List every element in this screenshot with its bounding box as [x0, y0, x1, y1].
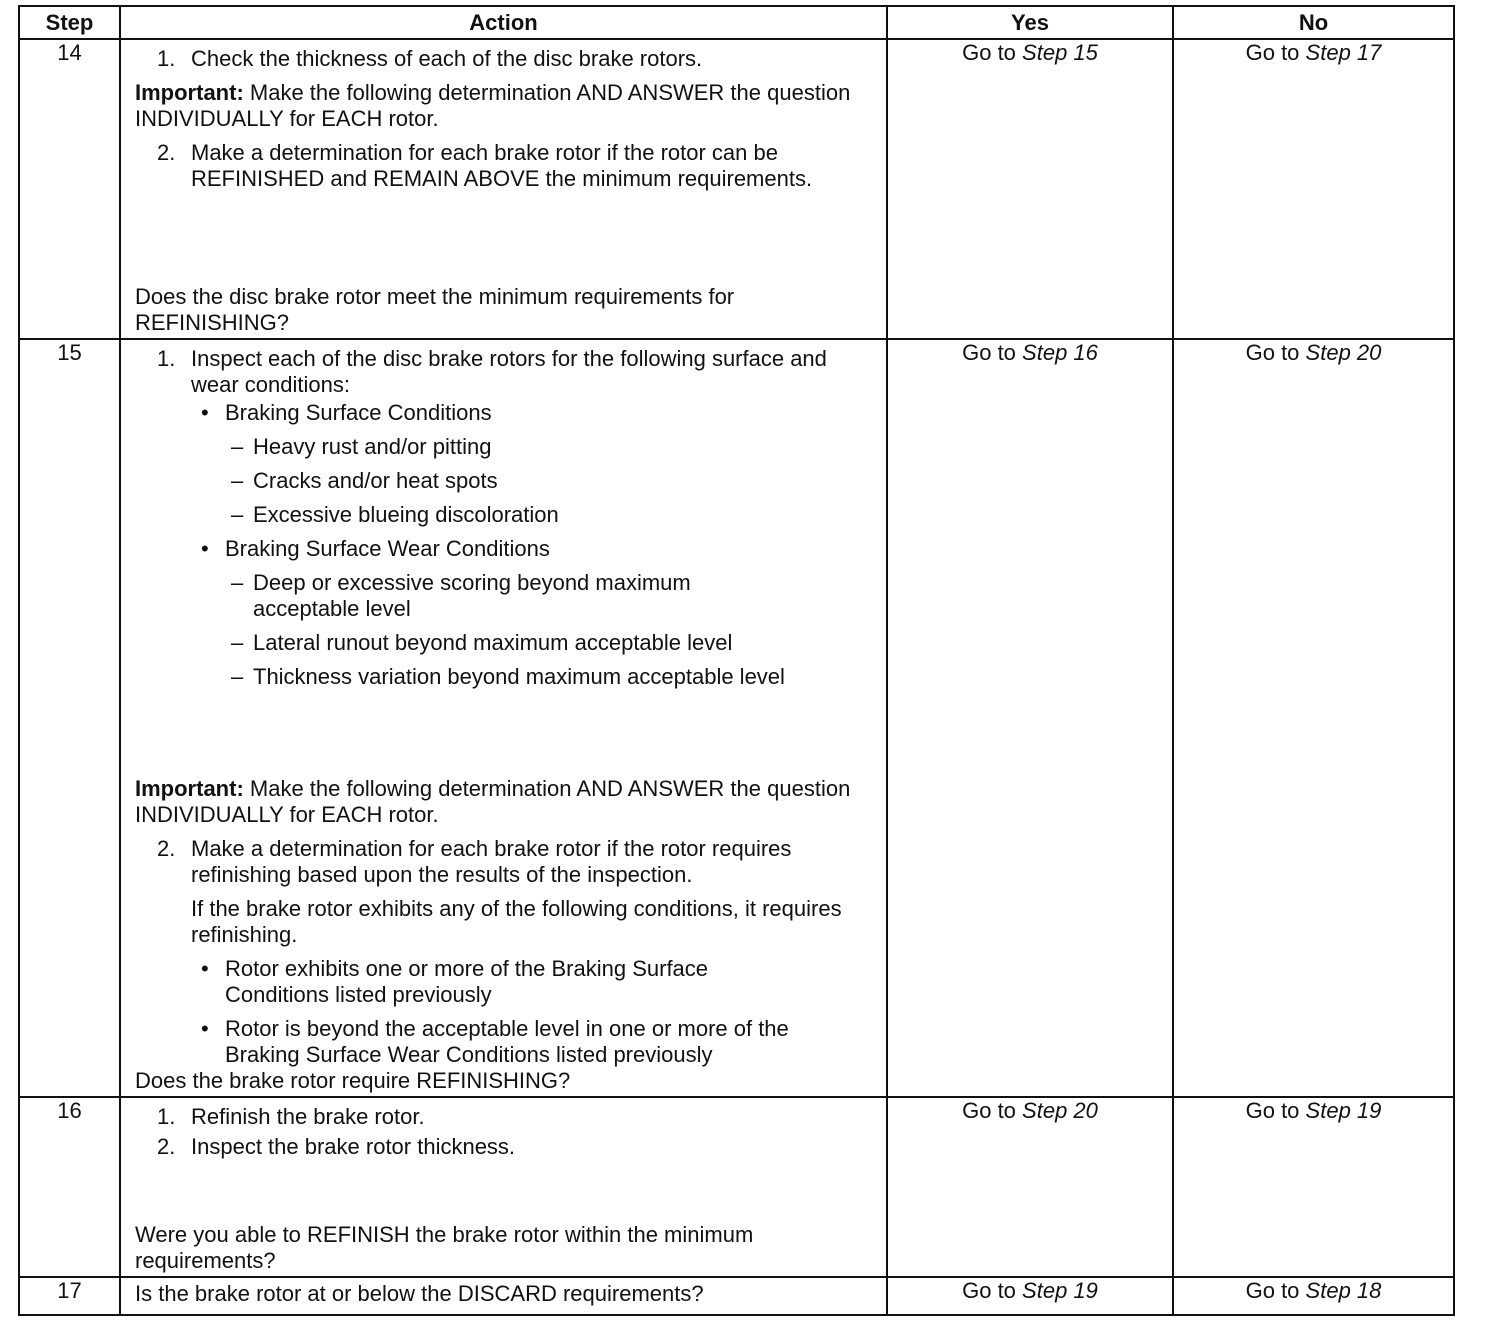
dash-item: – Cracks and/or heat spots [231, 468, 498, 493]
bullet-item: • Braking Surface Conditions [201, 400, 492, 425]
dash-item: – Lateral runout beyond maximum acceptable level [231, 630, 733, 655]
table-row-step-17 [19, 1277, 1454, 1315]
numbered-item: 1. Inspect each of the disc brake rotors for the following surface and wear conditions: [157, 346, 827, 397]
numbered-item: 2. Make a determination for each brake rotor if the rotor can be REFINISHED and REMAIN ABOVE the minimum requirements. [157, 140, 813, 191]
step-question: Were you able to REFINISH the brake rotor within the minimum requirements? [135, 1222, 754, 1273]
step-number: 15 [19, 339, 120, 1097]
step-number: 17 [19, 1277, 120, 1315]
dash-item: – Thickness variation beyond maximum acceptable level [231, 664, 785, 689]
header-yes: Yes [887, 6, 1173, 39]
yes-link[interactable]: Go to Step 20 [887, 1097, 1173, 1277]
no-link[interactable]: Go to Step 20 [1173, 339, 1454, 1097]
header-row [19, 6, 1454, 39]
header-action: Action [120, 6, 887, 39]
step-number: 14 [19, 39, 120, 339]
table-row-step-14 [19, 39, 1454, 339]
yes-link[interactable]: Go to Step 16 [887, 339, 1173, 1097]
numbered-item: 1. Check the thickness of each of the disc brake rotors. [157, 46, 703, 71]
numbered-item: 1. Refinish the brake rotor. [157, 1104, 425, 1129]
item-note: If the brake rotor exhibits any of the following conditions, it requires refinishing. [191, 896, 842, 947]
step-number: 16 [19, 1097, 120, 1277]
table-row-step-16 [19, 1097, 1454, 1277]
action-cell [120, 1277, 887, 1315]
important-note: Important: Make the following determination AND ANSWER the question INDIVIDUALLY for EACH rotor. [135, 80, 851, 131]
header-no: No [1173, 6, 1454, 39]
action-cell [120, 1097, 887, 1277]
step-question: Is the brake rotor at or below the DISCARD requirements? [135, 1281, 704, 1306]
table-row-step-15 [19, 339, 1454, 1097]
no-link[interactable]: Go to Step 19 [1173, 1097, 1454, 1277]
header-step: Step [19, 6, 120, 39]
numbered-item: 2. Inspect the brake rotor thickness. [157, 1134, 516, 1159]
no-link[interactable]: Go to Step 17 [1173, 39, 1454, 339]
bullet-item: • Rotor exhibits one or more of the Braking Surface Conditions listed previously [201, 956, 709, 1007]
step-question: Does the disc brake rotor meet the minimum requirements for REFINISHING? [135, 284, 735, 335]
dash-item: – Deep or excessive scoring beyond maximum acceptable level [231, 570, 691, 621]
action-cell [120, 39, 887, 339]
numbered-item: 2. Make a determination for each brake rotor if the rotor requires refinishing based upon the results of the inspection. [157, 836, 792, 887]
yes-link[interactable]: Go to Step 15 [887, 39, 1173, 339]
bullet-item: • Braking Surface Wear Conditions [201, 536, 550, 561]
no-link[interactable]: Go to Step 18 [1173, 1277, 1454, 1315]
action-cell [120, 339, 887, 1097]
dash-item: – Heavy rust and/or pitting [231, 434, 492, 459]
diagnostic-table [18, 5, 1455, 1316]
dash-item: – Excessive blueing discoloration [231, 502, 559, 527]
step-question: Does the brake rotor require REFINISHING? [135, 1068, 571, 1093]
yes-link[interactable]: Go to Step 19 [887, 1277, 1173, 1315]
bullet-item: • Rotor is beyond the acceptable level in one or more of the Braking Surface Wear Conditions listed previously [201, 1016, 789, 1067]
important-note: Important: Make the following determination AND ANSWER the question INDIVIDUALLY for EACH rotor. [135, 776, 851, 827]
